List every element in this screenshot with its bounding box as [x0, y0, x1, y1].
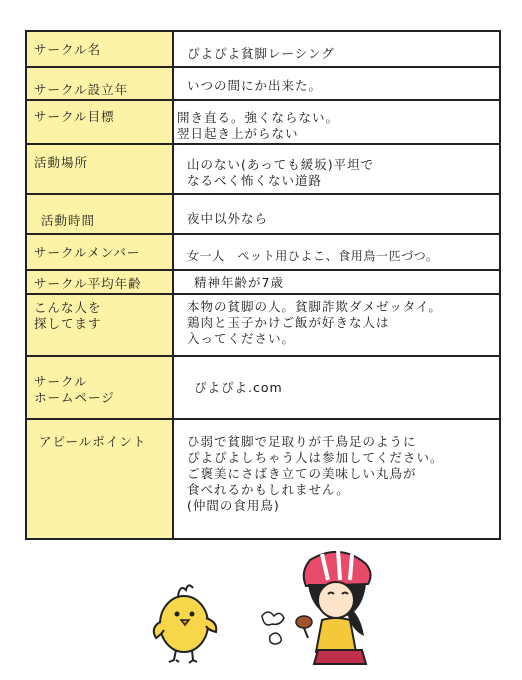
row-value: ぴよぴよ.com [194, 380, 283, 395]
row-label: サークル目標 [27, 101, 174, 143]
row-label: こんな人を 探してます [27, 295, 174, 355]
table-row-age [27, 271, 499, 295]
row-label: サークル設立年 [27, 68, 174, 99]
table-row-name [27, 32, 499, 68]
chick-mascot-illustration [148, 578, 228, 668]
table-row-seeking [27, 295, 499, 357]
row-label: サークル平均年齢 [27, 271, 174, 293]
row-value: 本物の貧脚の人。貧脚詐欺ダメゼッタイ。 鶏肉と玉子かけご飯が好きな人は 入ってください。 [187, 299, 442, 346]
row-label: サークル名 [27, 32, 174, 66]
row-label: 活動時間 [27, 195, 174, 233]
row-value: 山のない(あっても緩坂)平坦で なるべく怖くない道路 [187, 157, 375, 188]
row-label: 活動場所 [27, 145, 174, 193]
row-value: 精神年齢が7歳 [194, 275, 284, 290]
table-row-founded [27, 68, 499, 101]
table-row-time [27, 195, 499, 235]
row-value: 夜中以外なら [187, 211, 269, 226]
row-value: ひ弱で貧脚で足取りが千鳥足のように ぴよぴよしちゃう人は参加してください。 ご褒美にさばき立ての美味しい丸鳥が 食べれるかもしれません。 (仲間の食用鳥) [187, 434, 444, 513]
table-row-members [27, 235, 499, 271]
row-value: 女一人 ペット用ひよこ、食用鳥一匹づつ。 [187, 249, 439, 263]
table-row-homepage [27, 357, 499, 420]
row-value: 開き直る。強くならない。 翌日起き上がらない [177, 110, 340, 141]
table-row-goal [27, 101, 499, 145]
cyclist-girl-illustration [252, 540, 382, 670]
row-value: いつの間にか出来た。 [187, 78, 323, 93]
row-value: ぴよぴよ貧脚レーシング [187, 46, 335, 61]
table-row-location [27, 145, 499, 195]
table-row-appeal [27, 420, 499, 538]
row-label: サークル ホームページ [27, 357, 174, 418]
row-label: アピールポイント [27, 420, 174, 538]
circle-profile-table [25, 30, 501, 540]
row-label: サークルメンバー [27, 235, 174, 269]
